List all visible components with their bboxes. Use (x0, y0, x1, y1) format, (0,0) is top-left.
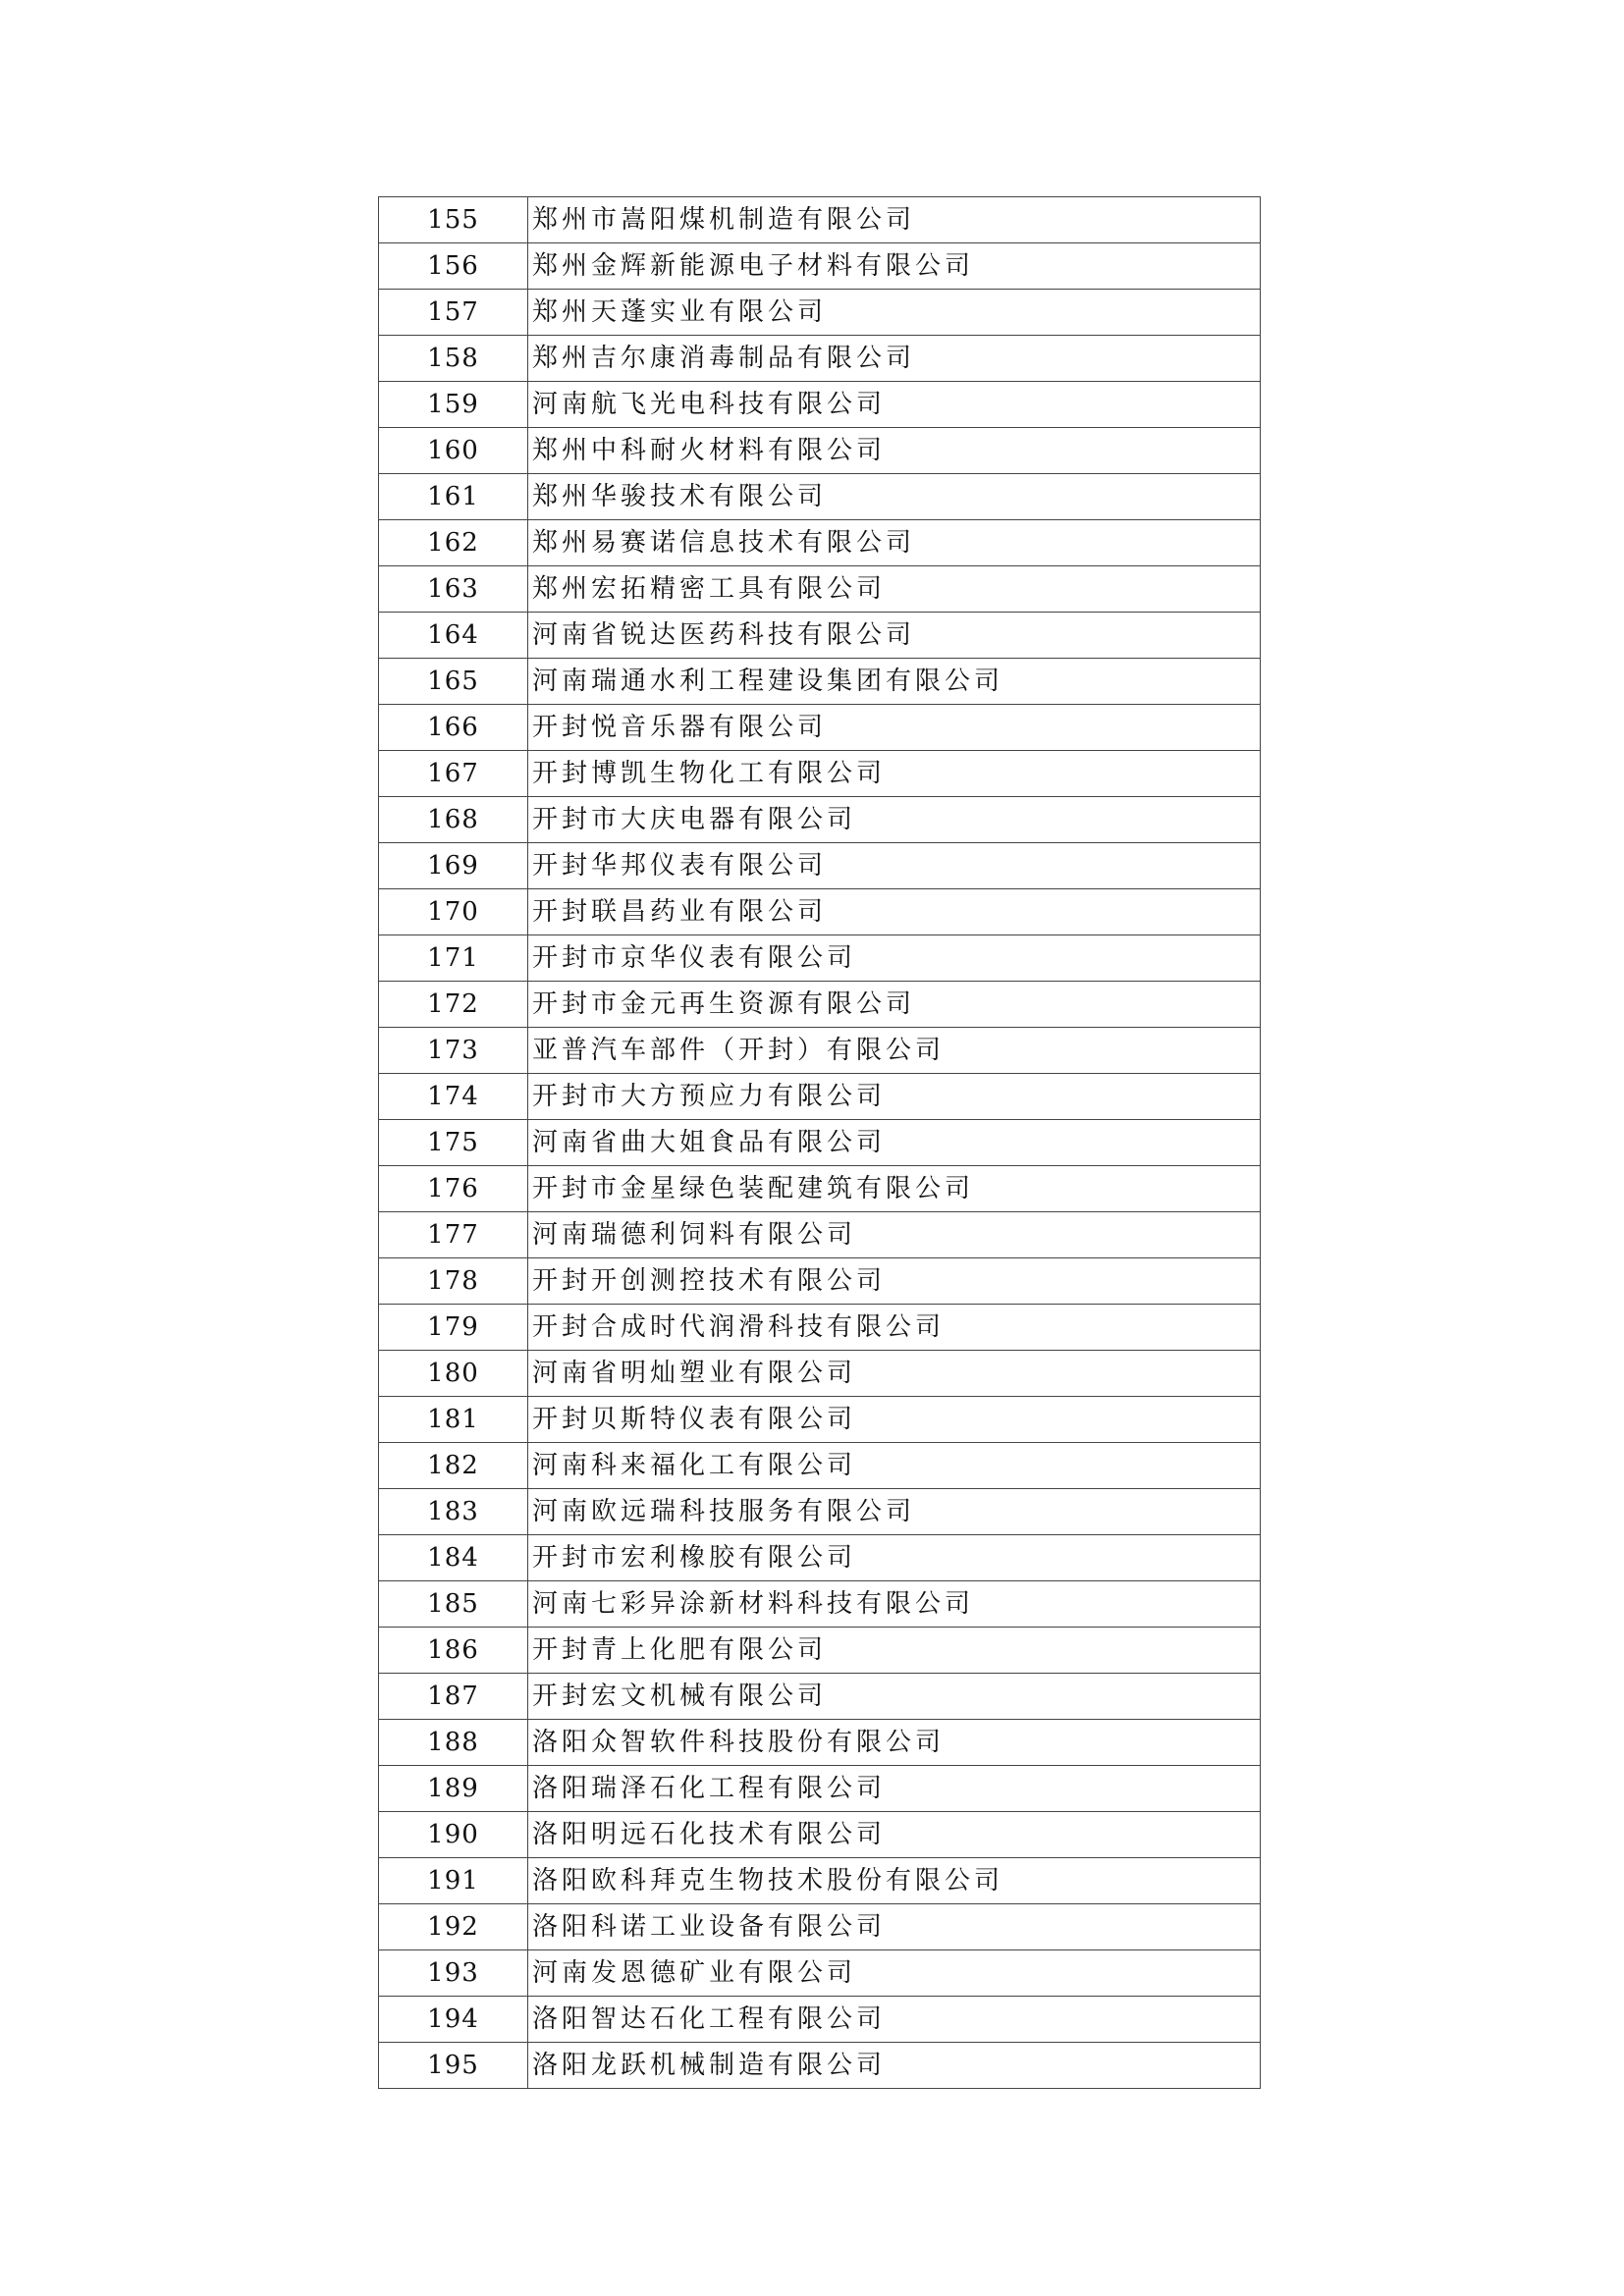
table-row (379, 613, 1261, 659)
company-name-cell: 河南省锐达医药科技有限公司 (528, 613, 1261, 659)
company-name-cell: 洛阳龙跃机械制造有限公司 (528, 2043, 1261, 2089)
row-number-cell: 176 (379, 1166, 528, 1212)
row-number-cell: 157 (379, 290, 528, 336)
row-number-cell: 181 (379, 1397, 528, 1443)
company-name-cell: 开封开创测控技术有限公司 (528, 1258, 1261, 1305)
row-number-cell: 169 (379, 843, 528, 889)
table-row (379, 889, 1261, 935)
company-name-cell: 洛阳科诺工业设备有限公司 (528, 1904, 1261, 1950)
row-number-cell: 167 (379, 751, 528, 797)
table-row (379, 982, 1261, 1028)
company-name-cell: 河南省明灿塑业有限公司 (528, 1351, 1261, 1397)
company-name-cell: 开封市大庆电器有限公司 (528, 797, 1261, 843)
company-name-cell: 郑州宏拓精密工具有限公司 (528, 566, 1261, 613)
table-row (379, 2043, 1261, 2089)
table-row (379, 751, 1261, 797)
table-row (379, 1305, 1261, 1351)
row-number-cell: 191 (379, 1858, 528, 1904)
table-row (379, 797, 1261, 843)
row-number-cell: 195 (379, 2043, 528, 2089)
table-row (379, 1212, 1261, 1258)
row-number-cell: 182 (379, 1443, 528, 1489)
row-number-cell: 174 (379, 1074, 528, 1120)
table-row (379, 705, 1261, 751)
table-row (379, 474, 1261, 520)
company-name-cell: 河南航飞光电科技有限公司 (528, 382, 1261, 428)
row-number-cell: 193 (379, 1950, 528, 1997)
company-name-cell: 洛阳瑞泽石化工程有限公司 (528, 1766, 1261, 1812)
table-row (379, 1535, 1261, 1581)
row-number-cell: 160 (379, 428, 528, 474)
company-name-cell: 河南七彩异涂新材料科技有限公司 (528, 1581, 1261, 1628)
company-name-cell: 河南瑞通水利工程建设集团有限公司 (528, 659, 1261, 705)
company-list-body (379, 197, 1261, 2089)
row-number-cell: 156 (379, 243, 528, 290)
row-number-cell: 179 (379, 1305, 528, 1351)
row-number-cell: 188 (379, 1720, 528, 1766)
company-name-cell: 郑州金辉新能源电子材料有限公司 (528, 243, 1261, 290)
company-name-cell: 河南科来福化工有限公司 (528, 1443, 1261, 1489)
company-name-cell: 郑州中科耐火材料有限公司 (528, 428, 1261, 474)
table-row (379, 1166, 1261, 1212)
company-name-cell: 河南瑞德利饲料有限公司 (528, 1212, 1261, 1258)
table-row (379, 1812, 1261, 1858)
company-name-cell: 开封合成时代润滑科技有限公司 (528, 1305, 1261, 1351)
table-row (379, 1997, 1261, 2043)
row-number-cell: 175 (379, 1120, 528, 1166)
company-name-cell: 开封联昌药业有限公司 (528, 889, 1261, 935)
table-row (379, 1397, 1261, 1443)
table-row (379, 1720, 1261, 1766)
company-list-table (378, 196, 1261, 2089)
row-number-cell: 186 (379, 1628, 528, 1674)
row-number-cell: 164 (379, 613, 528, 659)
table-row (379, 1858, 1261, 1904)
company-name-cell: 郑州市嵩阳煤机制造有限公司 (528, 197, 1261, 243)
table-row (379, 659, 1261, 705)
company-name-cell: 开封青上化肥有限公司 (528, 1628, 1261, 1674)
row-number-cell: 187 (379, 1674, 528, 1720)
table-row (379, 1258, 1261, 1305)
company-name-cell: 郑州易赛诺信息技术有限公司 (528, 520, 1261, 566)
row-number-cell: 173 (379, 1028, 528, 1074)
company-name-cell: 郑州华骏技术有限公司 (528, 474, 1261, 520)
row-number-cell: 185 (379, 1581, 528, 1628)
row-number-cell: 178 (379, 1258, 528, 1305)
table-row (379, 520, 1261, 566)
row-number-cell: 162 (379, 520, 528, 566)
table-row (379, 1489, 1261, 1535)
company-name-cell: 洛阳欧科拜克生物技术股份有限公司 (528, 1858, 1261, 1904)
company-name-cell: 亚普汽车部件（开封）有限公司 (528, 1028, 1261, 1074)
row-number-cell: 184 (379, 1535, 528, 1581)
table-row (379, 1950, 1261, 1997)
table-row (379, 1120, 1261, 1166)
row-number-cell: 159 (379, 382, 528, 428)
table-row (379, 197, 1261, 243)
table-row (379, 1904, 1261, 1950)
company-name-cell: 洛阳众智软件科技股份有限公司 (528, 1720, 1261, 1766)
company-name-cell: 开封市京华仪表有限公司 (528, 935, 1261, 982)
company-name-cell: 开封贝斯特仪表有限公司 (528, 1397, 1261, 1443)
row-number-cell: 190 (379, 1812, 528, 1858)
company-name-cell: 郑州吉尔康消毒制品有限公司 (528, 336, 1261, 382)
table-row (379, 290, 1261, 336)
company-name-cell: 开封悦音乐器有限公司 (528, 705, 1261, 751)
row-number-cell: 180 (379, 1351, 528, 1397)
row-number-cell: 155 (379, 197, 528, 243)
row-number-cell: 183 (379, 1489, 528, 1535)
table-row (379, 935, 1261, 982)
table-row (379, 1628, 1261, 1674)
company-name-cell: 开封华邦仪表有限公司 (528, 843, 1261, 889)
row-number-cell: 192 (379, 1904, 528, 1950)
company-name-cell: 开封市宏利橡胶有限公司 (528, 1535, 1261, 1581)
row-number-cell: 161 (379, 474, 528, 520)
table-row (379, 1674, 1261, 1720)
table-row (379, 1351, 1261, 1397)
company-name-cell: 洛阳智达石化工程有限公司 (528, 1997, 1261, 2043)
row-number-cell: 177 (379, 1212, 528, 1258)
table-row (379, 382, 1261, 428)
row-number-cell: 165 (379, 659, 528, 705)
row-number-cell: 163 (379, 566, 528, 613)
company-name-cell: 开封市金元再生资源有限公司 (528, 982, 1261, 1028)
table-row (379, 843, 1261, 889)
row-number-cell: 194 (379, 1997, 528, 2043)
table-row (379, 336, 1261, 382)
company-name-cell: 开封宏文机械有限公司 (528, 1674, 1261, 1720)
company-name-cell: 洛阳明远石化技术有限公司 (528, 1812, 1261, 1858)
company-name-cell: 开封博凯生物化工有限公司 (528, 751, 1261, 797)
row-number-cell: 166 (379, 705, 528, 751)
row-number-cell: 168 (379, 797, 528, 843)
company-name-cell: 开封市大方预应力有限公司 (528, 1074, 1261, 1120)
company-name-cell: 河南欧远瑞科技服务有限公司 (528, 1489, 1261, 1535)
company-name-cell: 开封市金星绿色装配建筑有限公司 (528, 1166, 1261, 1212)
company-name-cell: 河南发恩德矿业有限公司 (528, 1950, 1261, 1997)
row-number-cell: 189 (379, 1766, 528, 1812)
row-number-cell: 172 (379, 982, 528, 1028)
table-row (379, 243, 1261, 290)
table-row (379, 1443, 1261, 1489)
row-number-cell: 171 (379, 935, 528, 982)
table-row (379, 566, 1261, 613)
table-row (379, 428, 1261, 474)
table-row (379, 1074, 1261, 1120)
row-number-cell: 170 (379, 889, 528, 935)
row-number-cell: 158 (379, 336, 528, 382)
table-row (379, 1028, 1261, 1074)
table-row (379, 1581, 1261, 1628)
company-name-cell: 河南省曲大姐食品有限公司 (528, 1120, 1261, 1166)
table-row (379, 1766, 1261, 1812)
company-name-cell: 郑州天蓬实业有限公司 (528, 290, 1261, 336)
